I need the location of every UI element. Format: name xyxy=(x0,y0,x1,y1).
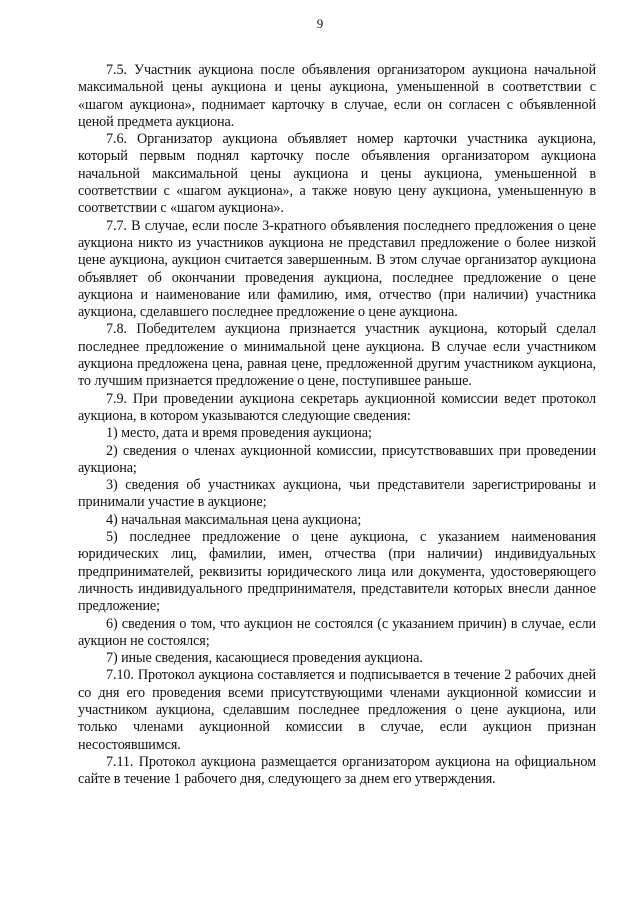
list-item-7: 7) иные сведения, касающиеся проведения аукциона. xyxy=(106,650,423,667)
paragraph-7-6: 7.6. Организатор аукциона объявляет номер карточки участника аукциона, который первым поднял карточку после объявления организатором аукциона начальной максимальной цены аукциона и цены аукциона, уменьшенной в соответствии с «шагом аукциона», а также новую цену аукциона, уменьшенную в соответствии с «шагом аукциона». xyxy=(78,131,596,217)
list-item-5: 5) последнее предложение о цене аукциона, с указанием наименования юридических лиц, фамилии, имен, отчества (при наличии) индивидуальных предпринимателей, реквизиты юридического лица или документа, удостоверяющего личность индивидуального предпринимателя, представители которых внесли данное предложение; xyxy=(78,529,596,615)
paragraph-7-9: 7.9. При проведении аукциона секретарь аукционной комиссии ведет протокол аукциона, в котором указываются следующие сведения: xyxy=(78,390,596,424)
list-item-3: 3) сведения об участниках аукциона, чьи представители зарегистрированы и принимали участие в аукционе; xyxy=(78,477,596,511)
list-item-2: 2) сведения о членах аукционной комиссии, присутствовавших при проведении аукциона; xyxy=(78,442,596,476)
document-body xyxy=(78,62,596,788)
paragraph-7-5: 7.5. Участник аукциона после объявления организатором аукциона начальной максимальной цены аукциона и цены аукциона, уменьшенной в соответствии с «шагом аукциона», поднимает карточку в случае, если он согласен с объявленной ценой предмета аукциона. xyxy=(78,62,596,130)
paragraph-7-7: 7.7. В случае, если после 3-кратного объявления последнего предложения о цене аукциона никто из участников аукциона не представил предложение о более низкой цене аукциона, аукцион считается завершенным. В этом случае организатор аукциона объявляет об окончании проведения аукциона, последнее предложение о цене аукциона и наименование или фамилию, имя, отчество (при наличии) участника аукциона, сделавшего последнее предложение о цене аукциона. xyxy=(78,217,596,321)
paragraph-7-11: 7.11. Протокол аукциона размещается организатором аукциона на официальном сайте в течение 1 рабочего дня, следующего за днем его утверждения. xyxy=(78,753,596,788)
list-item-6: 6) сведения о том, что аукцион не состоялся (с указанием причин) в случае, если аукцион не состоялся; xyxy=(78,615,596,649)
page-number: 9 xyxy=(316,16,324,31)
paragraph-7-10: 7.10. Протокол аукциона составляется и подписывается в течение 2 рабочих дней со дня его проведения всеми присутствующими членами аукционной комиссии и участником аукциона, сделавшим последнее предложения о цене аукциона, или только членами аукционной комиссии в случае, если аукцион признан несостоявшимся. xyxy=(78,667,596,753)
list-item-1: 1) место, дата и время проведения аукциона; xyxy=(106,425,372,442)
paragraph-7-8: 7.8. Победителем аукциона признается участник аукциона, который сделал последнее предложение о минимальной цене аукциона. В случае если участником аукциона предложена цена, равная цене, предложенной другим участником аукциона, то лучшим признается предложение о цене, поступившее раньше. xyxy=(78,321,596,390)
list-item-4: 4) начальная максимальная цена аукциона; xyxy=(106,511,362,528)
